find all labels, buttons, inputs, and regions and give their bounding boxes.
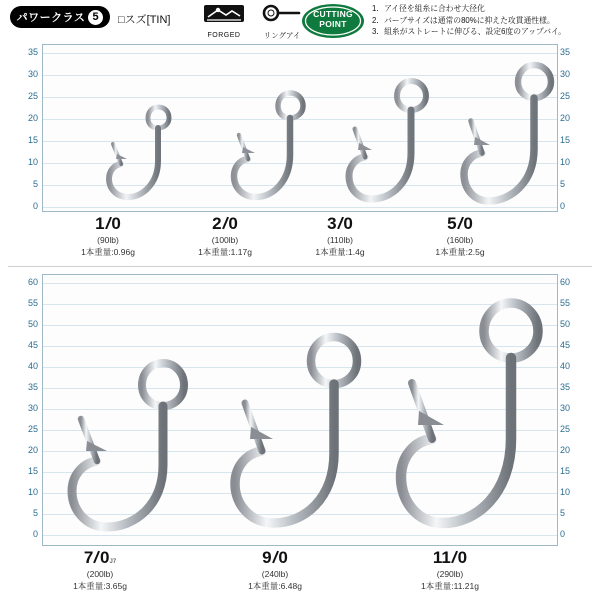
axis-tick-left: 60 xyxy=(27,277,38,287)
axis-tick-left: 20 xyxy=(27,445,38,455)
axis-tick-left: 25 xyxy=(27,91,38,101)
axis-tick-right: 25 xyxy=(560,91,571,101)
hook-size-1-0: 1/0 xyxy=(95,213,121,234)
size-denominator: 0 xyxy=(343,214,353,233)
axis-tick-left: 10 xyxy=(27,487,38,497)
axis-tick-right: 30 xyxy=(560,403,571,413)
ring-eye-label: リングアイ xyxy=(263,31,301,40)
hook-size-11-0: 11/0 xyxy=(432,547,468,568)
size-numerator: 3 xyxy=(327,214,337,233)
axis-tick-right: 20 xyxy=(560,113,571,123)
axis-tick-left: 15 xyxy=(27,466,38,476)
hook-size-2-0: 2/0 xyxy=(212,213,238,234)
lower-chart xyxy=(8,274,592,546)
size-numerator: 2 xyxy=(212,214,222,233)
hook-strength-7-0: (200lb) xyxy=(86,569,114,579)
cutting-point-line2: POINT xyxy=(319,19,347,29)
axis-tick-left: 35 xyxy=(27,47,38,57)
hook-size-3-0: 3/0 xyxy=(327,213,353,234)
size-numerator: 1 xyxy=(95,214,105,233)
upper-chart-plot xyxy=(42,44,558,212)
hook-drawing-7-0 xyxy=(65,353,215,537)
size-denominator: 0 xyxy=(463,214,473,233)
hook-drawing-11-0 xyxy=(393,293,558,537)
hook-drawing-3-0 xyxy=(343,71,451,211)
axis-tick-right: 60 xyxy=(560,277,571,287)
upper-chart xyxy=(8,44,592,212)
size-numerator: 7 xyxy=(83,548,94,567)
cutting-point-text xyxy=(300,9,366,29)
power-class-label: パワークラス xyxy=(16,12,86,24)
axis-tick-right: 5 xyxy=(560,508,566,518)
axis-tick-right: 50 xyxy=(560,319,571,329)
hook-drawing-5-0 xyxy=(458,55,558,212)
hook-label-9-0 xyxy=(215,548,335,592)
axis-tick-left: 20 xyxy=(27,113,38,123)
hook-weight-3-0: 1本重量:1.4g xyxy=(315,247,365,257)
axis-tick-right: 0 xyxy=(560,201,566,211)
axis-tick-right: 5 xyxy=(560,179,566,189)
hook-weight-7-0: 1本重量:3.65g xyxy=(73,581,127,591)
size-numerator: 5 xyxy=(447,214,457,233)
hook-label-5-0 xyxy=(400,214,520,258)
size-denominator: 0 xyxy=(278,548,288,567)
axis-tick-right: 15 xyxy=(560,135,571,145)
axis-tick-right: 35 xyxy=(560,47,571,57)
axis-tick-left: 25 xyxy=(27,424,38,434)
axis-tick-left: 5 xyxy=(32,508,38,518)
hook-size-9-0: 9/0 xyxy=(262,547,288,568)
hook-strength-5-0: (160lb) xyxy=(446,235,474,245)
size-denominator: 0 xyxy=(111,214,121,233)
axis-tick-right: 0 xyxy=(560,529,566,539)
forged-mark xyxy=(200,4,248,39)
cutting-point-mark xyxy=(300,2,366,40)
axis-tick-right: 10 xyxy=(560,157,571,167)
axis-tick-left: 0 xyxy=(32,529,38,539)
axis-tick-right: 30 xyxy=(560,69,571,79)
axis-tick-right: 10 xyxy=(560,487,571,497)
axis-tick-left: 15 xyxy=(27,135,38,145)
axis-tick-right: 25 xyxy=(560,424,571,434)
axis-tick-right: 15 xyxy=(560,466,571,476)
hook-strength-3-0: (110lb) xyxy=(327,235,353,245)
axis-tick-left: 55 xyxy=(27,298,38,308)
section-divider xyxy=(8,266,592,267)
hook-weight-5-0: 1本重量:2.5g xyxy=(435,247,485,257)
size-denominator: 0 xyxy=(457,548,468,567)
axis-tick-right: 55 xyxy=(560,298,571,308)
cutting-point-line1: CUTTING xyxy=(313,9,353,19)
feature-note-2: 2．バーブサイズは通常の80%に抑えた攻貫通性様。 xyxy=(372,15,555,25)
axis-tick-left: 40 xyxy=(27,361,38,371)
power-class-badge xyxy=(10,6,110,28)
axis-tick-left: 35 xyxy=(27,382,38,392)
forged-icon xyxy=(202,4,246,26)
axis-tick-left: 5 xyxy=(32,179,38,189)
hook-weight-9-0: 1本重量:6.48g xyxy=(248,581,302,591)
axis-tick-right: 45 xyxy=(560,340,571,350)
hook-drawing-2-0 xyxy=(228,83,328,209)
feature-note-3: 3．組糸がストレートに伸びる、設定6度のアップバイ。 xyxy=(372,27,566,36)
hook-weight-1-0: 1本重量:0.96g xyxy=(81,247,135,257)
hook-label-11-0 xyxy=(390,548,510,592)
tin-finish-label: □スズ[TIN] xyxy=(118,14,171,26)
hook-drawing-1-0 xyxy=(103,97,193,209)
hook-label-7-0 xyxy=(40,548,160,592)
hook-size-5-0: 5/0 xyxy=(447,213,473,234)
hook-drawing-9-0 xyxy=(228,327,388,535)
size-numerator: 11 xyxy=(432,548,451,567)
hook-size-7-0: 7/0J7 xyxy=(83,547,117,568)
axis-tick-left: 30 xyxy=(27,69,38,79)
hook-strength-11-0: (290lb) xyxy=(436,569,464,579)
feature-notes xyxy=(372,3,598,38)
axis-tick-left: 50 xyxy=(27,319,38,329)
axis-tick-right: 35 xyxy=(560,382,571,392)
size-numerator: 9 xyxy=(262,548,272,567)
hook-weight-11-0: 1本重量:11.21g xyxy=(421,581,479,591)
axis-tick-left: 10 xyxy=(27,157,38,167)
hook-note-7-0: J7 xyxy=(109,559,117,565)
hook-label-1-0 xyxy=(48,214,168,258)
hook-strength-2-0: (100lb) xyxy=(211,235,239,245)
axis-tick-right: 20 xyxy=(560,445,571,455)
axis-tick-right: 40 xyxy=(560,361,571,371)
lower-chart-plot xyxy=(42,274,558,546)
hook-weight-2-0: 1本重量:1.17g xyxy=(198,247,252,257)
size-denominator: 0 xyxy=(100,548,110,567)
power-class-number: 5 xyxy=(88,10,103,25)
hook-label-3-0 xyxy=(280,214,400,258)
size-denominator: 0 xyxy=(228,214,238,233)
axis-tick-left: 0 xyxy=(32,201,38,211)
gridline xyxy=(43,283,557,284)
hook-strength-9-0: (240lb) xyxy=(261,569,289,579)
ring-eye-icon xyxy=(259,4,305,24)
hook-label-2-0 xyxy=(165,214,285,258)
header xyxy=(0,0,600,44)
gridline xyxy=(43,53,557,54)
hook-strength-1-0: (90lb) xyxy=(97,235,119,245)
forged-label: FORGED xyxy=(207,32,241,39)
axis-tick-left: 45 xyxy=(27,340,38,350)
feature-note-1: 1．アイ径を組糸に合わせ大径化 xyxy=(372,4,485,13)
axis-tick-left: 30 xyxy=(27,403,38,413)
